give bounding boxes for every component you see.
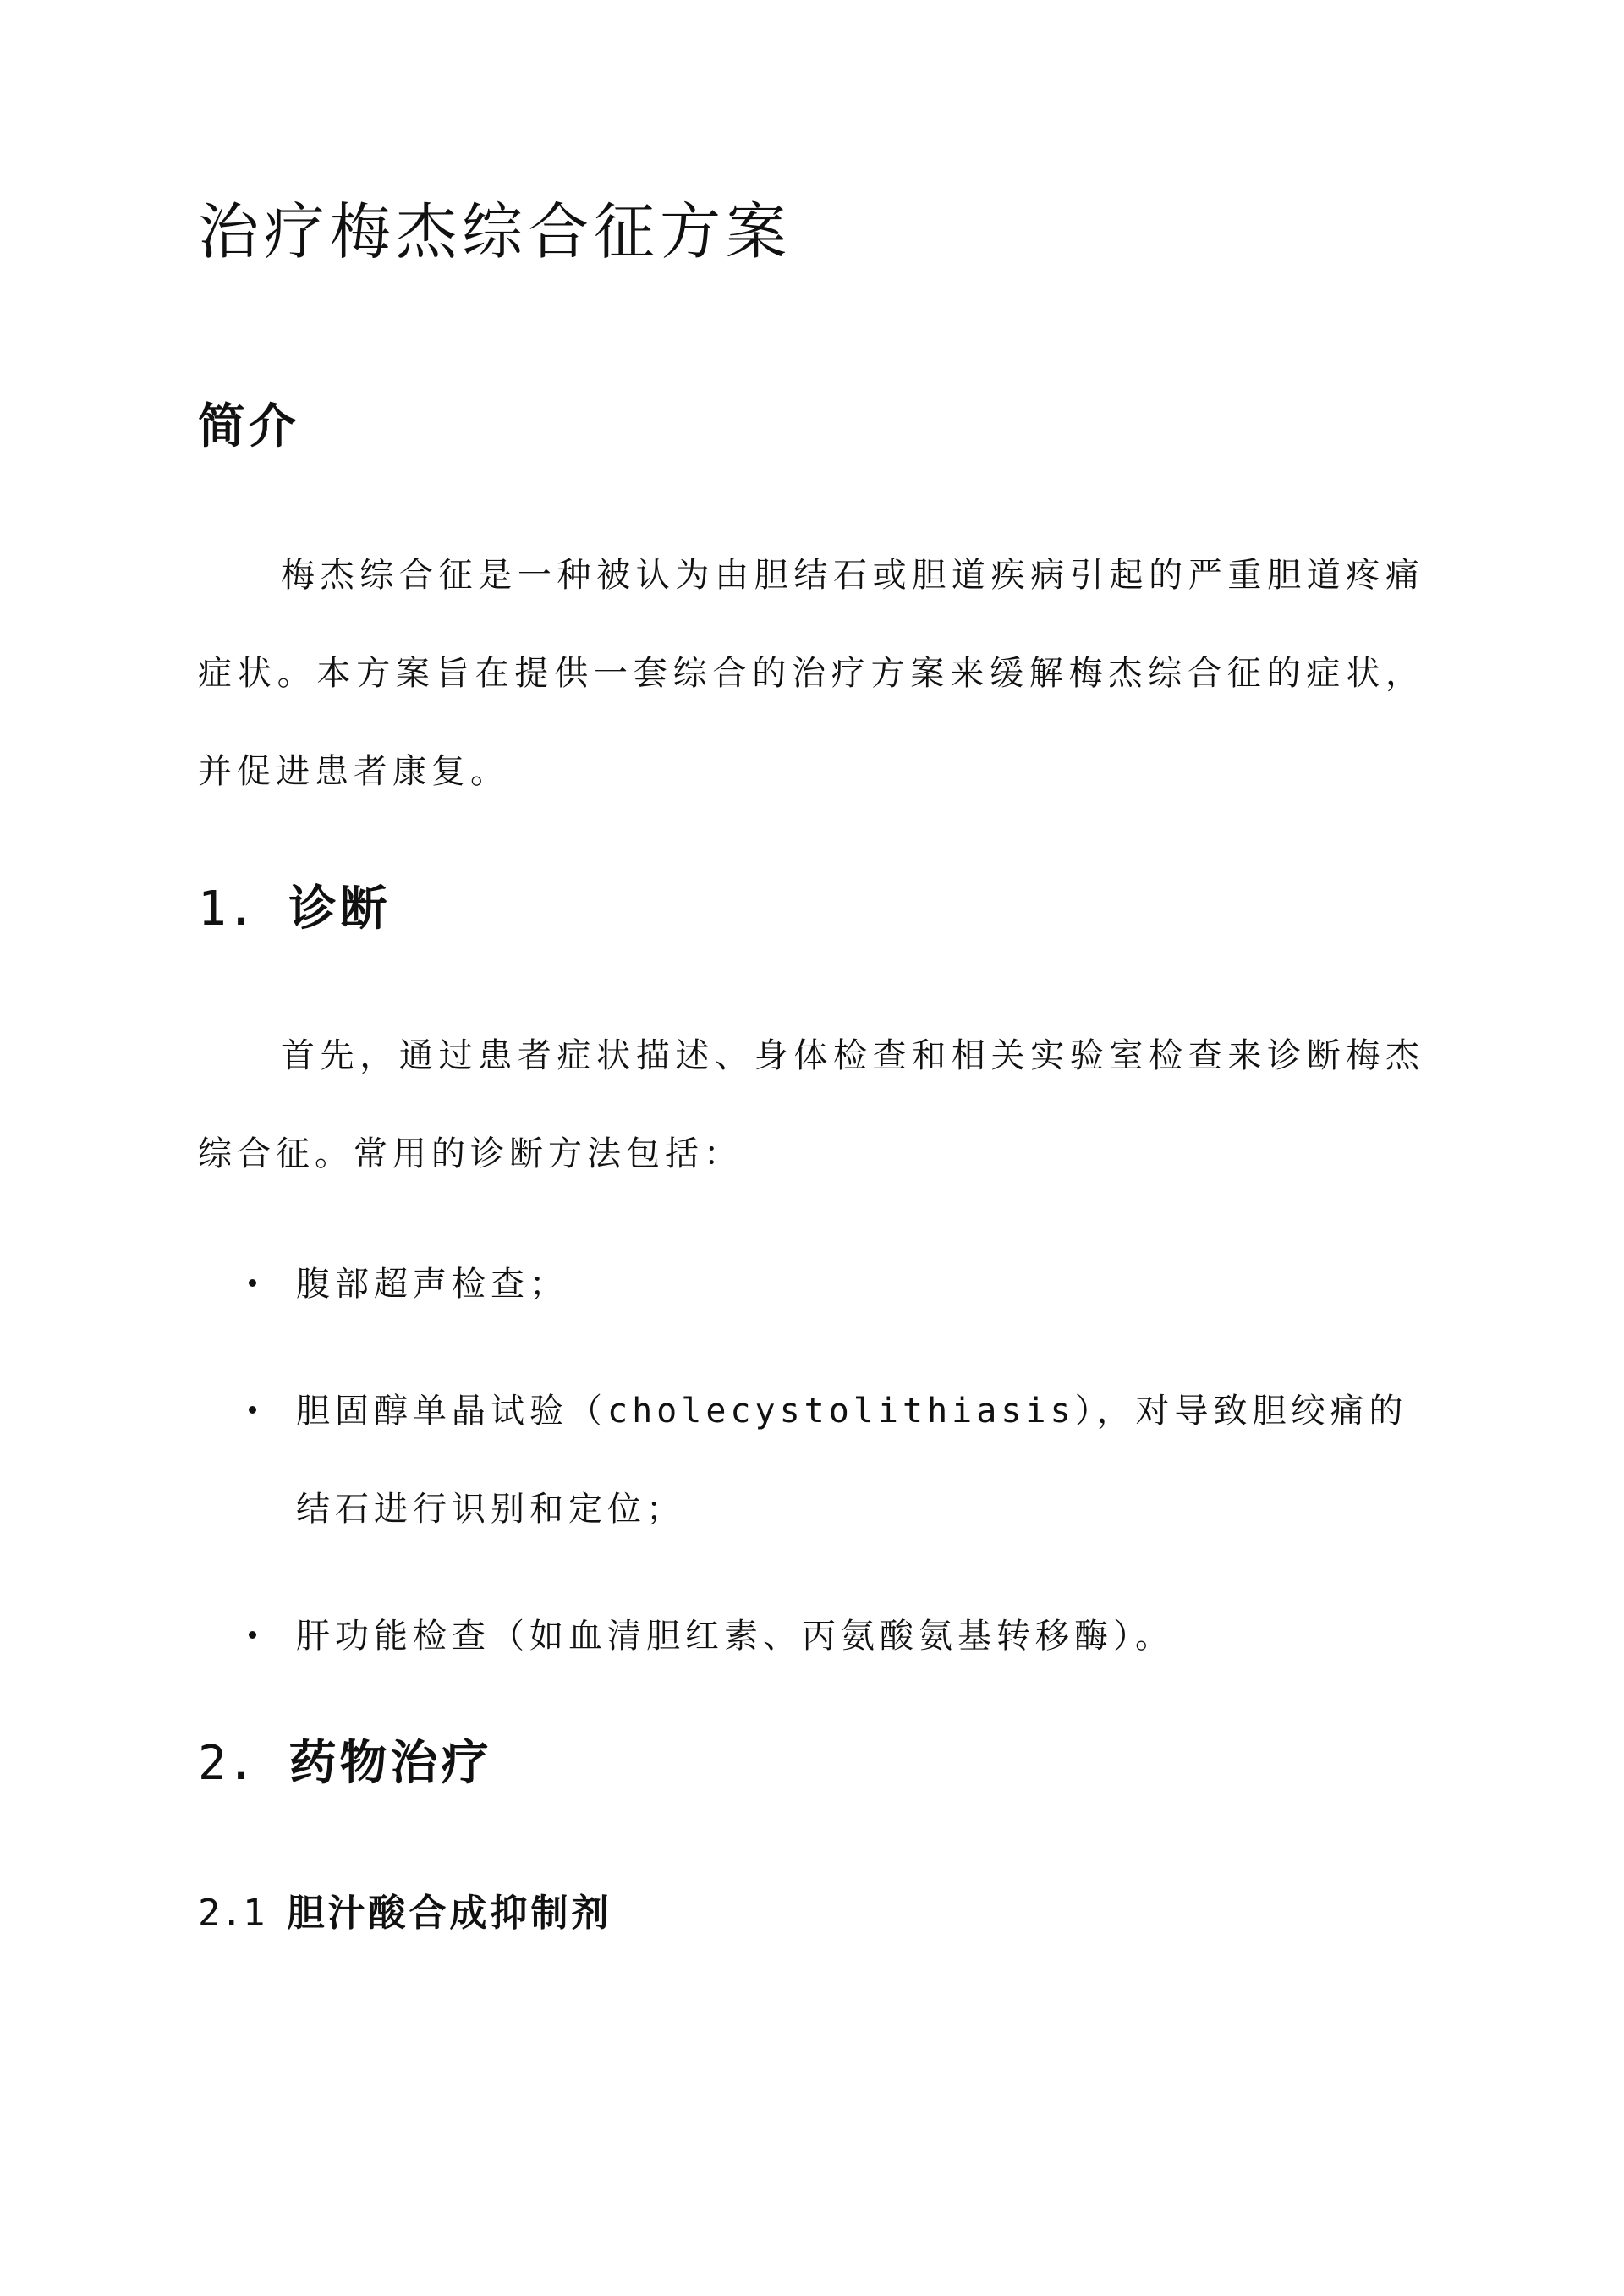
subsection-2-1-heading (198, 1892, 612, 1935)
subsection-2-1-title: 胆汁酸合成抑制剂 (287, 1892, 612, 1935)
list-item-text-after: ），对导致胆绞痛的结石进行识别和定位； (296, 1392, 1408, 1529)
list-item-text-before: 胆固醇单晶试验（ (296, 1392, 607, 1431)
diagnosis-method-list (198, 1235, 1424, 1714)
section-2-title: 药物治疗 (288, 1735, 492, 1791)
bullet-icon (249, 1279, 256, 1287)
section-1-heading (198, 881, 391, 937)
subsection-2-1-number: 2.1 (198, 1892, 266, 1935)
list-item (198, 1235, 1424, 1333)
list-item (198, 1587, 1424, 1685)
list-item-text: 肝功能检查（如血清胆红素、丙氨酸氨基转移酶）。 (296, 1617, 1174, 1656)
intro-heading: 简介 (198, 398, 299, 454)
list-item-text: 腹部超声检查； (296, 1265, 568, 1304)
diagnosis-paragraph: 首先，通过患者症状描述、身体检查和相关实验室检查来诊断梅杰综合征。常用的诊断方法包括： (198, 1036, 1424, 1173)
document-title: 治疗梅杰综合征方案 (198, 196, 793, 267)
bullet-icon (249, 1406, 256, 1414)
list-item (198, 1362, 1424, 1558)
section-2-heading (198, 1735, 492, 1791)
section-1-number: 1. (198, 882, 255, 937)
intro-paragraph: 梅杰综合征是一种被认为由胆结石或胆道疾病引起的严重胆道疼痛症状。本方案旨在提供一套综合的治疗方案来缓解梅杰综合征的症状，并促进患者康复。 (198, 556, 1424, 791)
bullet-icon (249, 1631, 256, 1639)
section-1-title: 诊断 (288, 881, 391, 937)
list-item-term: cholecystolithiasis (607, 1392, 1075, 1431)
section-2-number: 2. (198, 1736, 255, 1791)
